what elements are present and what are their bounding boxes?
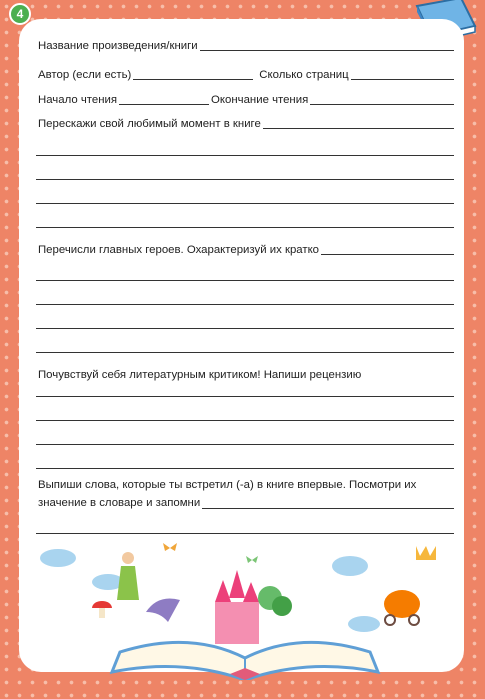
fairy-tale-illustration [30, 540, 460, 680]
words-label-line2: значение в словаре и запомни [38, 496, 201, 509]
retell-field[interactable] [263, 128, 454, 129]
open-book-icon [112, 642, 378, 680]
words-line-1[interactable] [36, 533, 454, 534]
crown-icon [416, 546, 436, 560]
review-line-2[interactable] [36, 420, 454, 421]
end-label: Окончание чтения [211, 94, 309, 106]
dates-row [38, 94, 454, 107]
heroes-line-3[interactable] [36, 328, 454, 329]
butterfly-icon [163, 543, 258, 563]
mushroom-icon [92, 601, 112, 618]
pumpkin-carriage-icon [384, 590, 420, 625]
title-row [38, 40, 454, 53]
review-line-1[interactable] [36, 396, 454, 397]
heroes-line-1[interactable] [36, 280, 454, 281]
page-number: 4 [9, 3, 31, 25]
end-field[interactable] [310, 104, 454, 105]
princess-figure-icon [117, 552, 139, 600]
pages-label: Сколько страниц [259, 69, 349, 81]
retell-line-1[interactable] [36, 155, 454, 156]
review-line-3[interactable] [36, 444, 454, 445]
castle-icon [215, 570, 259, 644]
retell-line-3[interactable] [36, 203, 454, 204]
tree-icon [258, 586, 292, 616]
heroes-line-4[interactable] [36, 352, 454, 353]
retell-line-4[interactable] [36, 227, 454, 228]
review-row [38, 369, 454, 382]
words-prompt [38, 477, 454, 512]
start-label: Начало чтения [38, 94, 118, 106]
words-field[interactable] [202, 508, 454, 509]
pages-field[interactable] [351, 79, 454, 80]
heroes-line-2[interactable] [36, 304, 454, 305]
title-field[interactable] [200, 50, 454, 51]
retell-label: Перескажи свой любимый момент в книге [38, 118, 261, 130]
dragon-icon [146, 599, 180, 623]
title-label: Название произведения/книги [38, 40, 198, 52]
heroes-field[interactable] [321, 254, 454, 255]
retell-row [38, 118, 454, 131]
retell-line-2[interactable] [36, 179, 454, 180]
heroes-label: Перечисли главных героев. Охарактеризуй их кратко [38, 244, 320, 256]
author-field[interactable] [133, 79, 253, 80]
author-row [38, 69, 454, 82]
words-label-line1: Выпиши слова, которые ты встретил (-а) в книге впервые. Посмотри их [38, 479, 417, 491]
review-label: Почувствуй себя литературным критиком! Напиши рецензию [38, 369, 362, 381]
cloud-icon [40, 549, 380, 632]
start-field[interactable] [119, 104, 209, 105]
review-line-4[interactable] [36, 468, 454, 469]
author-label: Автор (если есть) [38, 69, 132, 81]
heroes-row [38, 244, 454, 257]
